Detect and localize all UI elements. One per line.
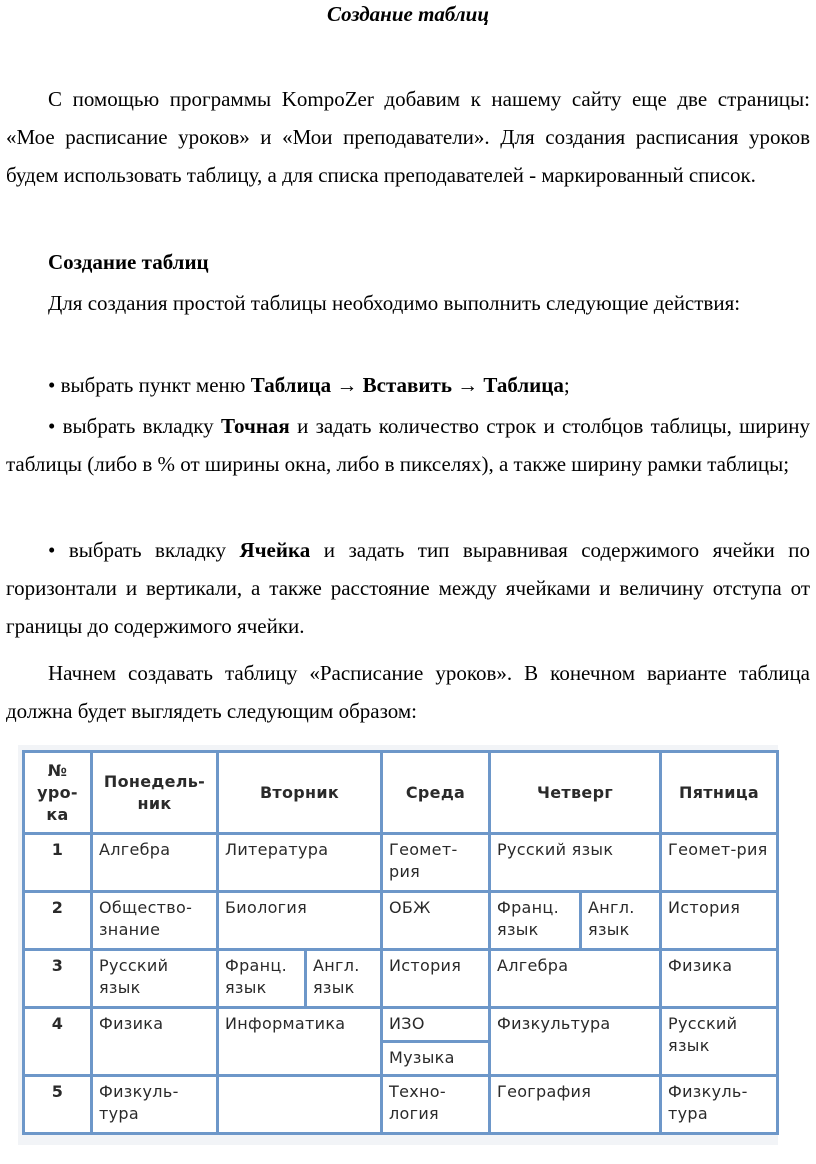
lesson-number: 2 (24, 892, 92, 950)
table-cell: Геомет-рия (661, 834, 778, 892)
table-cell: Англ. язык (306, 950, 382, 1008)
table-cell: Литература (218, 834, 382, 892)
intro-paragraph: С помощью программы KompoZer добавим к нашему сайту еще две страницы: «Мое расписание уроков» и «Мои преподаватели». Для создания расписания уроков будем использовать таблицу, а для списка преподавателей - маркированный список. (6, 87, 810, 187)
section-heading: Создание таблиц (48, 250, 209, 274)
bullet-menu-path: • выбрать пункт меню Таблица → Вставить → Таблица; (48, 373, 570, 397)
bullet-exact-tab: • выбрать вкладку Точная и задать количество строк и столбцов таблицы, ширину таблицы (либо в % от ширины окна, либо в пикселях), а также ширину рамки таблицы; (6, 414, 810, 476)
table-cell: Англ. язык (581, 892, 661, 950)
table-cell: Русский язык (92, 950, 218, 1008)
header-monday: Понедель-ник (92, 752, 218, 834)
table-cell: Физика (661, 950, 778, 1008)
lesson-number: 1 (24, 834, 92, 892)
table-cell: Физкуль-тура (661, 1076, 778, 1134)
schedule-table (22, 750, 779, 1135)
table-cell: Русский язык (490, 834, 661, 892)
table-row (24, 1076, 778, 1134)
table-cell: География (490, 1076, 661, 1134)
header-friday: Пятница (661, 752, 778, 834)
bullet-cell-tab: • выбрать вкладку Ячейка и задать тип выравнивая содержимого ячейки по горизонтали и вертикали, а также расстояние между ячейками и величину отступа от границы до содержимого ячейки. (6, 538, 811, 638)
table-cell: Алгебра (490, 950, 661, 1008)
closing-paragraph: Начнем создавать таблицу «Расписание уроков». В конечном варианте таблица должна будет выглядеть следующим образом: (6, 661, 810, 723)
table-cell: Франц. язык (490, 892, 581, 950)
table-cell: Физкультура (490, 1008, 661, 1076)
table-cell: Техно-логия (382, 1076, 490, 1134)
header-wednesday: Среда (382, 752, 490, 834)
table-row (24, 834, 778, 892)
table-cell: ИЗО (382, 1008, 490, 1042)
schedule-figure (18, 745, 778, 1145)
table-cell: Физкуль-тура (92, 1076, 218, 1134)
table-cell: Информатика (218, 1008, 382, 1076)
header-thursday: Четверг (490, 752, 661, 834)
table-cell: Физика (92, 1008, 218, 1076)
table-cell: ОБЖ (382, 892, 490, 950)
table-cell: История (661, 892, 778, 950)
table-cell: Франц. язык (218, 950, 306, 1008)
table-cell (218, 1076, 382, 1134)
table-cell: Алгебра (92, 834, 218, 892)
table-cell: Русский язык (661, 1008, 778, 1076)
table-cell: Геомет-рия (382, 834, 490, 892)
table-cell: Общество-знание (92, 892, 218, 950)
table-row (24, 950, 778, 1008)
table-cell: История (382, 950, 490, 1008)
table-cell: Музыка (382, 1042, 490, 1076)
lesson-number: 5 (24, 1076, 92, 1134)
table-row (24, 1008, 778, 1042)
header-lesson-number: № уро-ка (24, 752, 92, 834)
lesson-number: 4 (24, 1008, 92, 1076)
steps-intro-paragraph: Для создания простой таблицы необходимо выполнить следующие действия: (48, 291, 741, 315)
table-cell: Биология (218, 892, 382, 950)
lesson-number: 3 (24, 950, 92, 1008)
header-tuesday: Вторник (218, 752, 382, 834)
table-row (24, 892, 778, 950)
page-title: Создание таблиц (326, 2, 490, 26)
table-header-row (24, 752, 778, 834)
